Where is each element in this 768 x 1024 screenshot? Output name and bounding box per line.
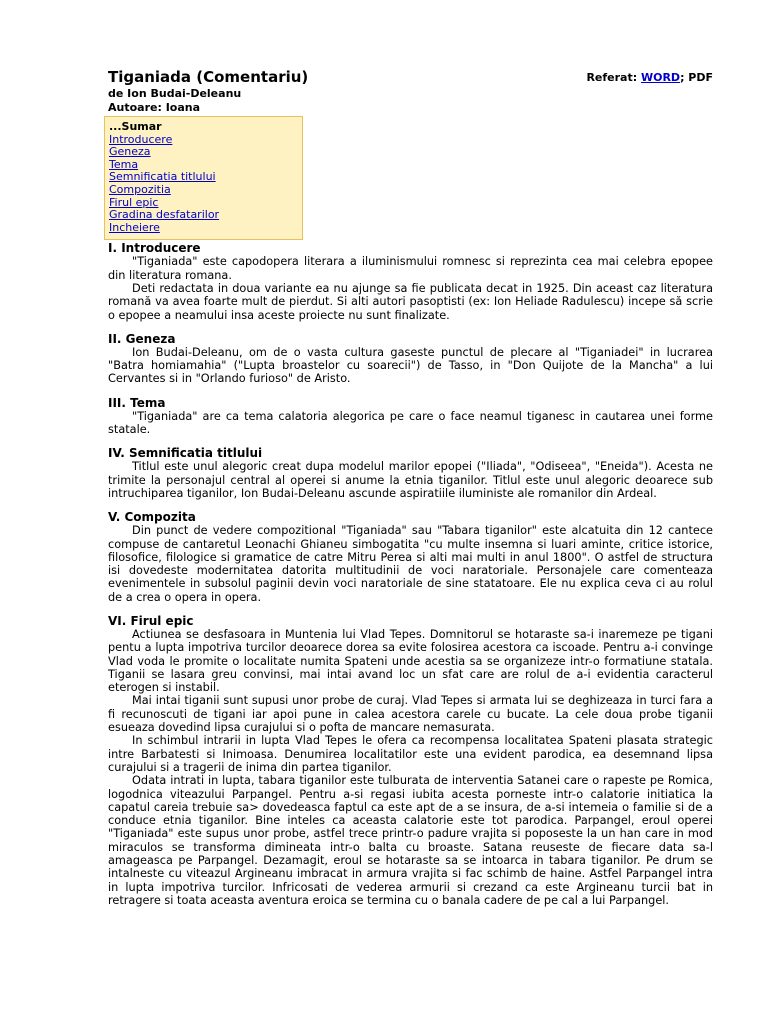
paragraph: Actiunea se desfasoara in Muntenia lui Vlad Tepes. Domnitorul se hotaraste sa-i inaremeze pe tigani pentu a lupta impotriva turcilor deoarece dorea sa evite folosirea acestora ca iscoade. Pentru a-i convinge Vlad voda le promite o localitate numita Spateni unde acestia sa se organizeze intr-o formatiune statala. Tiganii se lasara greu convinsi, mai intai avand loc un sfat care are rolul de a-i evidentia caracterul eterogen si instabil. [108, 627, 713, 695]
referat-suffix: ; PDF [680, 71, 713, 84]
document-header [108, 68, 713, 115]
paragraph: Din punct de vedere compozitional "Tiganiada" sau "Tabara tiganilor" este alcatuita din 12 cantece compuse de cantaretul Leonachi Ghianeu simbogatita "cu multe insemna si luari aminte, critice istorice, filosofice, filologice si gramatice de catre Mitru Perea si alti mai multi in anul 1800". O astfel de structura isi dovedeste modernitatea datorita multitudinii de voci naratoriale. Personajele care comenteaza evenimentele in subsolul paginii devin voci naratoriale de sine statatoare. Ele nu explica ceva ci au rolul de a crea o opera in opera. [108, 524, 713, 604]
section-heading: VI. Firul epic [108, 613, 194, 628]
toc-link-gradina-desfatarilor[interactable]: Gradina desfatarilor [109, 208, 220, 222]
section-heading: III. Tema [108, 395, 166, 410]
section-heading: IV. Semnificatia titlului [108, 446, 263, 461]
toc-link-firul-epic[interactable]: Firul epic [109, 195, 159, 209]
section-heading: II. Geneza [108, 331, 176, 346]
referat-prefix: Referat: [586, 71, 641, 84]
toc-link-incheiere[interactable]: Incheiere [109, 220, 160, 234]
paragraph: Deti redactata in doua variante ea nu ajunge sa fie publicata decat in 1925. Din aceast caz literatura romană va avea foarte mult de pierdut. Si alti autori pasoptisti (ex: Ion Heliade Radulescu) incepe să scrie o epopee a neamului insa aceste proiecte nu sunt finalizate. [108, 281, 713, 322]
section-heading: V. Compozita [108, 510, 196, 525]
paragraph: "Tiganiada" are ca tema calatoria alegorica pe care o face neamul tiganesc in cautarea unei forme statale. [108, 409, 713, 437]
autoare-line: Autoare: Ioana [108, 101, 201, 114]
section-semnificatia-titlului [108, 446, 713, 500]
paragraph: Ion Budai-Deleanu, om de o vasta cultura gaseste punctul de plecare al "Tiganiadei" in lucrarea "Batra homiamahia" ("Lupta broastelor cu soarecii") de Tasso, in "Don Quijote de la Mancha" a lui Cervantes si in "Orlando furioso" de Aristo. [108, 345, 713, 386]
paragraph: Titlul este unul alegoric creat dupa modelul marilor epopei ("Iliada", "Odiseea", "Eneida"). Acesta ne trimite la personajul central al operei si anume la etnia tiganilor. Titlul este unul alegoric deoarece sub intruchiparea tiganilor, Ion Budai-Deleanu ascunde aspiratiile iluministe ale romanilor din Ardeal. [108, 460, 713, 500]
section-tema [108, 396, 713, 437]
paragraph: "Tiganiada" este capodopera literara a iluminismului romnesc si reprezinta cea mai celebra epopee din literatura romana. [108, 255, 713, 282]
word-link[interactable]: WORD [640, 71, 681, 84]
referat-links [586, 71, 713, 84]
paragraph: In schimbul intrarii in lupta Vlad Tepes le ofera ca recompensa localitatea Spateni plasata strategic intre Barbatesti si Inimoasa. Denumirea localitatilor este una evident parodica, ea desemnand lipsa curajului si a tragerii de inima din partea tiganilor. [108, 734, 713, 774]
section-introducere [108, 241, 713, 321]
page-title: Tiganiada (Comentariu) [108, 68, 309, 86]
summary-title: ...Sumar [109, 120, 162, 133]
paragraph: Odata intrati in lupta, tabara tiganilor este tulburata de interventia Satanei care o rapeste pe Romica, logodnica viteazului Parpangel. Pentru a-si regasi iubita acesta porneste intr-o calatorie initiatica la capatul careia trebuie sa> dovedeasca faptul ca este apt de a se insura, de a-si intemeia o familie si de a conduce etnia tiganilor. Bine inteles ca aceasta calatorie este tot parodica. Parpangel, eroul operei "Tiganiada" este supus unor probe, astfel trece printr-o padure vrajita si poposeste la un han care in mod miraculos se transforma dimineata intr-o balta cu broaste. Satana reuseste de fiecare data sa-l amageasca pe Parpangel. Dezamagit, eroul se hotaraste sa se intoarca in tabara tiganilor. Pe drum se intalneste cu viteazul Argineanu imbracat in armura vrajita si fac schimb de haine. Astfel Parpangel intra in lupta impotriva turcilor. Infricosati de vederea armurii si crezand ca este Argineanu turcii bat in retragere si toata aceasta aventura eroica se termina cu o banala cadere de pe cal a lui Parpangel. [108, 774, 713, 907]
toc-link-compozitia[interactable]: Compozitia [109, 182, 171, 196]
document-content [108, 68, 713, 907]
toc-link-tema[interactable]: Tema [109, 157, 139, 171]
section-heading: I. Introducere [108, 241, 201, 256]
paragraph: Mai intai tiganii sunt supusi unor probe de curaj. Vlad Tepes si armata lui se deghizeaza in turci fara a fi recunoscuti de tigani iar apoi pune in calea acestora carele cu bucate. La cele doua probe tiganii esueaza dovedind lipsa curajului si o pofta de mancare nemasurata. [108, 694, 713, 735]
toc-link-geneza[interactable]: Geneza [109, 145, 151, 159]
section-firul-epic [108, 614, 713, 907]
toc-link-semnificatia-titlului[interactable]: Semnificatia titlului [109, 170, 216, 184]
section-compozita [108, 510, 713, 604]
section-geneza [108, 332, 713, 386]
toc-link-introducere[interactable]: Introducere [109, 132, 173, 146]
author-line: de Ion Budai-Deleanu [108, 87, 242, 100]
summary-box [104, 116, 303, 240]
